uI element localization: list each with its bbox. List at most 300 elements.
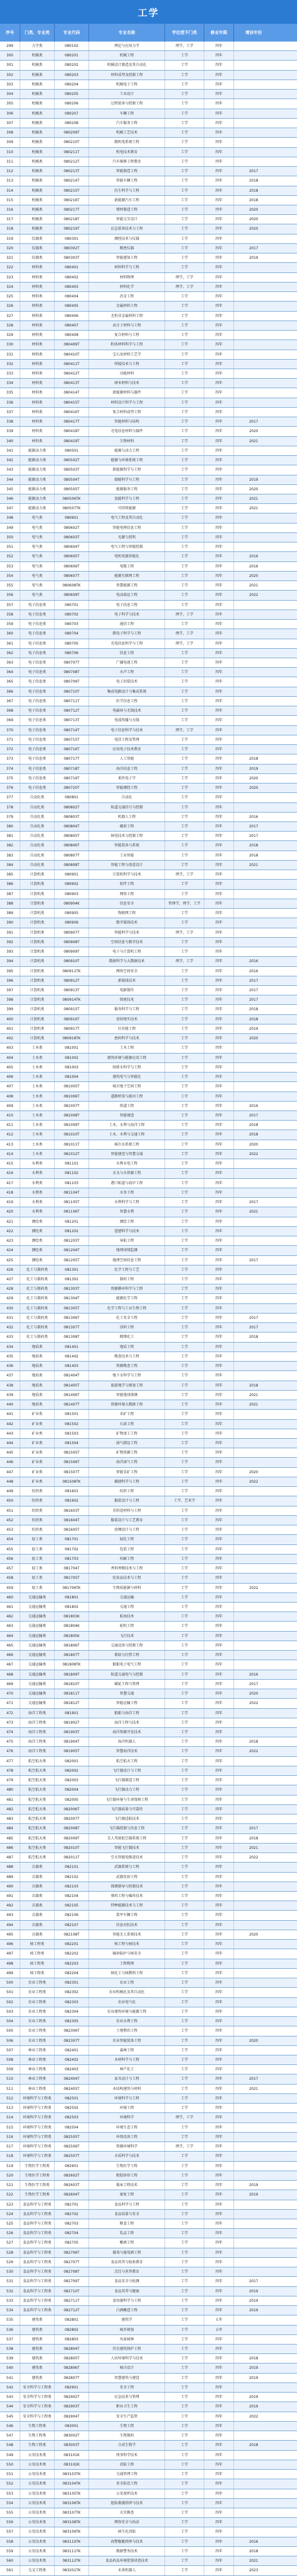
table-row xyxy=(0,995,297,1005)
table-cell: 080201 xyxy=(55,51,89,60)
table-cell: 理论与应用力学 xyxy=(89,42,165,50)
table-cell: 四年 xyxy=(204,1082,234,1091)
table-cell: 553 xyxy=(0,2489,20,2498)
table-cell: 环境科学与工程类 xyxy=(20,2123,55,2132)
table-cell xyxy=(234,2142,273,2151)
table-row xyxy=(0,1188,297,1198)
table-row xyxy=(0,244,297,253)
table-cell: 电气工程及其自动化 xyxy=(89,513,165,522)
table-row xyxy=(0,1140,297,1150)
table-cell xyxy=(234,1506,273,1515)
table-cell: 082304 xyxy=(55,2007,89,2016)
table-cell: 能源动力类 xyxy=(20,456,55,465)
table-cell: 四年 xyxy=(204,388,234,397)
table-cell: 消防工程 xyxy=(89,2460,165,2469)
table-cell: 081806T xyxy=(55,1641,89,1650)
table-cell: 2017 xyxy=(249,834,258,839)
table-cell: 材料科学与工程 xyxy=(89,263,165,272)
table-cell: 492 xyxy=(0,1901,20,1910)
table-cell: 081308T xyxy=(55,1333,89,1341)
table-cell: 工学 xyxy=(165,1005,204,1014)
table-cell: 四年 xyxy=(204,1689,234,1698)
table-cell: 交通运输类 xyxy=(20,1660,55,1669)
table-cell: 四年 xyxy=(204,2094,234,2103)
table-cell: 工学 xyxy=(165,677,204,686)
table-cell: 装甲车辆工程 xyxy=(89,1911,165,1920)
table-cell: 辐射防护与核安全 xyxy=(89,1949,165,1958)
table-cell: 电气类 xyxy=(20,543,55,551)
table-cell: 食品质量与安全 xyxy=(89,2210,165,2219)
table-cell xyxy=(234,234,273,243)
table-cell: 526 xyxy=(0,2229,20,2238)
table-cell: 2016 xyxy=(249,814,258,819)
table-cell: 材料类 xyxy=(20,331,55,340)
table-cell: 446 xyxy=(0,1458,20,1467)
table-cell: 工学 xyxy=(165,1882,204,1891)
table-cell xyxy=(234,1169,273,1178)
table-cell: 四年 xyxy=(204,2345,234,2353)
table-cell: 四年 xyxy=(204,196,234,205)
table-row xyxy=(0,99,297,109)
table-cell: 371 xyxy=(0,735,20,744)
table-row xyxy=(0,1689,297,1699)
table-cell: 工学 xyxy=(165,1660,204,1669)
table-cell xyxy=(234,2055,273,2064)
table-cell xyxy=(234,360,273,369)
table-cell: 545 xyxy=(0,2412,20,2421)
table-cell: 工学 xyxy=(165,1323,204,1332)
table-cell xyxy=(234,909,273,918)
table-row xyxy=(0,2026,297,2036)
table-cell: 电机电器智能化 xyxy=(89,552,165,561)
table-cell: 工学 xyxy=(165,1853,204,1862)
table-cell xyxy=(234,2229,273,2238)
table-cell: 435 xyxy=(0,1352,20,1361)
table-row xyxy=(0,1073,297,1082)
table-cell: 假肢矫形工程 xyxy=(89,2171,165,2180)
table-cell: 增材制造工程 xyxy=(89,205,165,214)
table-cell: 四年 xyxy=(204,1525,234,1534)
table-cell: 轻化工程 xyxy=(89,1535,165,1544)
table-cell: 地理空间信息工程 xyxy=(89,1256,165,1265)
table-cell: 材料类 xyxy=(20,427,55,436)
table-cell: 工学 xyxy=(165,1506,204,1515)
table-cell: 318 xyxy=(0,224,20,233)
table-cell: 304 xyxy=(0,90,20,99)
table-cell: 空间信息与数字技术 xyxy=(89,938,165,947)
table-cell: 工学 xyxy=(165,658,204,667)
table-cell: 505 xyxy=(0,2026,20,2035)
table-cell: 四年 xyxy=(204,639,234,648)
table-cell: 机械类 xyxy=(20,61,55,69)
table-row xyxy=(0,899,297,909)
table-cell: 工学 xyxy=(165,524,204,532)
table-cell: 080416T xyxy=(55,408,89,417)
table-cell: 工学 xyxy=(165,1873,204,1882)
table-cell: 生物工程类 xyxy=(20,2441,55,2450)
table-cell: 四年 xyxy=(204,1670,234,1679)
table-cell: 四年 xyxy=(204,99,234,108)
table-cell: 计算机类 xyxy=(20,957,55,966)
table-cell: 四年 xyxy=(204,1545,234,1554)
table-cell: 2018 xyxy=(249,2549,258,2553)
table-cell: 080716T xyxy=(55,745,89,754)
table-cell: 数据警务技术 xyxy=(89,2547,165,2556)
table-cell: 四年 xyxy=(204,350,234,359)
table-cell: 人居环境科学与技术 xyxy=(89,2354,165,2363)
table-cell: 工学 xyxy=(165,2074,204,2083)
table-cell: 公安技术类 xyxy=(20,2518,55,2527)
table-cell xyxy=(234,350,273,359)
table-cell: 化学工程与工艺 xyxy=(89,1265,165,1274)
table-row xyxy=(0,1584,297,1593)
table-cell: 碳储科学与工程 xyxy=(89,1477,165,1486)
table-cell: 生物材料 xyxy=(89,437,165,446)
table-cell: 2017 xyxy=(249,2077,258,2082)
table-cell: 海洋油气工程 xyxy=(89,1458,165,1467)
table-cell: 四年 xyxy=(204,2248,234,2257)
table-cell: 080219T xyxy=(55,224,89,233)
table-cell: 化学工程与工业生物工程 xyxy=(89,1304,165,1313)
table-cell: 工学 xyxy=(165,2566,204,2575)
table-cell: 工学 xyxy=(165,687,204,696)
table-row xyxy=(0,224,297,234)
table-cell: 智能地球探测 xyxy=(89,1391,165,1400)
table-cell xyxy=(234,1179,273,1188)
table-cell: 精细化工 xyxy=(89,1333,165,1341)
table-cell: 447 xyxy=(0,1468,20,1477)
table-cell: 刑事科学技术 xyxy=(89,2451,165,2460)
table-cell: 080914TK xyxy=(55,995,89,1004)
table-cell: 461 xyxy=(0,1603,20,1611)
table-row xyxy=(0,61,297,70)
table-cell: 四年 xyxy=(204,2113,234,2122)
table-cell: 400 xyxy=(0,1015,20,1024)
table-cell: 四年 xyxy=(204,42,234,50)
table-cell: 四年 xyxy=(204,2085,234,2093)
table-cell: 四年 xyxy=(204,2229,234,2238)
table-cell xyxy=(234,629,273,638)
table-cell xyxy=(234,735,273,744)
table-row xyxy=(0,2258,297,2267)
table-cell: 2020 xyxy=(249,1036,258,1041)
table-cell: 公安技术类 xyxy=(20,2499,55,2508)
header-cell: 增设年份 xyxy=(245,30,262,35)
table-cell: 测绘类 xyxy=(20,1236,55,1245)
table-cell: 材料成型及控制工程 xyxy=(89,71,165,80)
table-cell: 376 xyxy=(0,783,20,792)
table-cell: 计算机类 xyxy=(20,967,55,976)
table-cell: 工学 xyxy=(165,1622,204,1630)
table-cell: 机械类 xyxy=(20,109,55,118)
table-cell xyxy=(234,1911,273,1920)
table-cell: 食品科学与工程类 xyxy=(20,2277,55,2286)
table-cell: 智能交互设计 xyxy=(89,215,165,224)
table-cell: 四年 xyxy=(204,2065,234,2074)
table-cell: 工学 xyxy=(165,1217,204,1226)
table-cell: 新能源汽车工程 xyxy=(89,196,165,205)
table-cell: 2021 xyxy=(249,1845,258,1850)
table-cell: 四年 xyxy=(204,1179,234,1188)
table-row xyxy=(0,2556,297,2566)
table-cell: 工学 xyxy=(165,1198,204,1207)
table-cell: 电子信息类 xyxy=(20,668,55,677)
table-cell: 工学 xyxy=(165,292,204,301)
table-cell: 082101 xyxy=(55,1863,89,1871)
table-cell: 306 xyxy=(0,109,20,118)
table-cell: 083101K xyxy=(55,2451,89,2460)
table-cell: 四年 xyxy=(204,1776,234,1785)
table-cell: 555 xyxy=(0,2508,20,2517)
table-cell: 四年 xyxy=(204,880,234,889)
table-cell xyxy=(234,2162,273,2171)
table-row xyxy=(0,1448,297,1458)
table-cell: 四年 xyxy=(204,1005,234,1014)
table-cell: 082007T xyxy=(55,1814,89,1823)
table-cell: 生物医学工程类 xyxy=(20,2162,55,2171)
table-cell: 理学，工学 xyxy=(165,283,204,291)
table-cell: 315 xyxy=(0,196,20,205)
table-cell: 四年 xyxy=(204,1795,234,1804)
table-cell: 358 xyxy=(0,610,20,619)
table-cell: 2018 xyxy=(249,1383,258,1388)
table-cell: 工学 xyxy=(165,783,204,792)
table-cell: 477 xyxy=(0,1757,20,1766)
table-row xyxy=(0,1111,297,1121)
table-cell: 408 xyxy=(0,1092,20,1101)
table-row xyxy=(0,2104,297,2113)
table-cell: 082105 xyxy=(55,1901,89,1910)
table-row xyxy=(0,2566,297,2575)
table-cell: 化工与制药类 xyxy=(20,1284,55,1293)
table-cell: 2020 xyxy=(249,1932,258,1937)
table-row xyxy=(0,1747,297,1756)
table-cell: 材料类 xyxy=(20,379,55,388)
table-cell: 422 xyxy=(0,1227,20,1236)
table-cell: 081106T xyxy=(55,1207,89,1216)
table-row xyxy=(0,1844,297,1853)
table-cell: 能源动力类 xyxy=(20,504,55,513)
table-cell: 080218T xyxy=(55,215,89,224)
table-cell: 复合材料与工程 xyxy=(89,331,165,340)
table-cell: 电气类 xyxy=(20,581,55,590)
table-cell: 四年 xyxy=(204,2470,234,2479)
table-cell: 电子信息类 xyxy=(20,620,55,629)
table-cell: 四年 xyxy=(204,2364,234,2372)
table-cell: 495 xyxy=(0,1930,20,1939)
table-cell xyxy=(234,601,273,610)
table-row xyxy=(0,1834,297,1844)
table-cell: 2023 xyxy=(249,2568,258,2573)
table-cell: 土木类 xyxy=(20,1063,55,1072)
table-cell: 四年 xyxy=(204,2460,234,2469)
table-cell: 493 xyxy=(0,1911,20,1920)
table-cell: 四年 xyxy=(204,870,234,879)
table-cell: 智能测控工程 xyxy=(89,783,165,792)
table-row xyxy=(0,1391,297,1400)
table-cell: 083107TK xyxy=(55,2508,89,2517)
table-cell: 交通管理工程 xyxy=(89,2470,165,2479)
table-cell: 抢险救援指挥与技术 xyxy=(89,2499,165,2508)
table-row xyxy=(0,2537,297,2547)
table-cell: 弹药工程与爆炸技术 xyxy=(89,1892,165,1901)
table-cell: 乳品工程 xyxy=(89,2229,165,2238)
table-cell: 458 xyxy=(0,1573,20,1582)
table-cell: 四年 xyxy=(204,224,234,233)
table-cell xyxy=(234,312,273,321)
header-cell: 序号 xyxy=(0,24,20,42)
header-cell: 门类、专业类 xyxy=(20,24,55,42)
table-cell: 工学 xyxy=(165,620,204,629)
table-cell: 081605T xyxy=(55,1525,89,1534)
table-row xyxy=(0,1728,297,1737)
table-cell: 海洋信息工程 xyxy=(89,764,165,773)
table-row xyxy=(0,572,297,581)
table-cell: 四年 xyxy=(204,176,234,185)
table-cell xyxy=(234,1082,273,1091)
table-cell: 四年 xyxy=(204,1391,234,1400)
table-cell xyxy=(234,1978,273,1987)
table-row xyxy=(0,456,297,465)
table-cell: 四年 xyxy=(204,861,234,870)
table-cell: 海警舰艇指挥与技术 xyxy=(89,2537,165,2546)
table-cell: 工学 xyxy=(165,1284,204,1293)
table-row xyxy=(0,677,297,687)
table-cell xyxy=(234,1516,273,1525)
table-cell: 智能工程与创意设计 xyxy=(89,861,165,870)
table-cell: 2019 xyxy=(249,2366,258,2371)
table-cell: 2018 xyxy=(249,1836,258,1841)
table-cell: 区块链工程 xyxy=(89,1024,165,1033)
table-cell: 工学 xyxy=(165,417,204,426)
table-cell: 四年 xyxy=(204,1555,234,1563)
table-cell: 529 xyxy=(0,2258,20,2267)
table-cell: 516 xyxy=(0,2133,20,2142)
table-cell: 080910T xyxy=(55,957,89,966)
table-row xyxy=(0,1603,297,1612)
table-cell xyxy=(234,513,273,522)
table-cell: 自动化类 xyxy=(20,793,55,802)
table-cell: 080913T xyxy=(55,986,89,995)
table-cell: 测绘工程 xyxy=(89,1217,165,1226)
table-cell: 广播电视工程 xyxy=(89,658,165,667)
table-cell: 326 xyxy=(0,302,20,310)
table-row xyxy=(0,2527,297,2537)
table-cell: 361 xyxy=(0,639,20,648)
table-cell: 电波传播与天线 xyxy=(89,716,165,725)
table-cell xyxy=(234,2431,273,2440)
table-cell: 081204T xyxy=(55,1246,89,1255)
table-cell: 集成电路设计与集成系统 xyxy=(89,687,165,696)
table-row xyxy=(0,813,297,822)
table-cell: 工学 xyxy=(165,302,204,310)
table-cell: 080505T xyxy=(55,485,89,494)
table-cell: 439 xyxy=(0,1391,20,1400)
table-cell: 工学 xyxy=(165,1573,204,1582)
table-cell: 081702 xyxy=(55,1545,89,1554)
table-cell xyxy=(234,1564,273,1573)
table-cell: 四年 xyxy=(204,2431,234,2440)
table-cell: 080102 xyxy=(55,42,89,50)
table-cell: 制药工程 xyxy=(89,1275,165,1284)
table-row xyxy=(0,1651,297,1660)
table-cell: 四年 xyxy=(204,1824,234,1833)
table-cell: 四年 xyxy=(204,2200,234,2209)
table-cell: 301 xyxy=(0,61,20,69)
table-cell: 航空航天类 xyxy=(20,1834,55,1843)
table-cell: 四年 xyxy=(204,1785,234,1794)
table-cell: 资源循环科学与工程 xyxy=(89,1284,165,1293)
table-cell: 2017 xyxy=(249,1325,258,1330)
table-cell: 080210T xyxy=(55,138,89,147)
table-cell: 四年 xyxy=(204,1844,234,1852)
table-cell: 080204 xyxy=(55,80,89,89)
table-cell: 450 xyxy=(0,1496,20,1505)
table-cell: 工学 xyxy=(165,1603,204,1611)
table-row xyxy=(0,716,297,725)
table-row xyxy=(0,2364,297,2373)
table-cell: 食品科学与工程类 xyxy=(20,2238,55,2247)
table-cell xyxy=(234,1555,273,1563)
table-cell: 测控技术与仪器 xyxy=(89,234,165,243)
table-cell: 机械工程 xyxy=(89,51,165,60)
table-cell: 电子信息类 xyxy=(20,783,55,792)
table-cell: 航海技术 xyxy=(89,1612,165,1621)
table-cell: 光电信息科学与工程 xyxy=(89,639,165,648)
table-cell: 四年 xyxy=(204,1737,234,1746)
table-cell: 441 xyxy=(0,1410,20,1419)
table-cell: 工学 xyxy=(165,1188,204,1197)
table-row xyxy=(0,1333,297,1342)
table-cell: 537 xyxy=(0,2335,20,2344)
table-cell: 工学 xyxy=(165,1535,204,1544)
table-cell xyxy=(234,1940,273,1949)
table-row xyxy=(0,735,297,745)
table-cell xyxy=(234,2315,273,2324)
table-cell: 四年 xyxy=(204,2412,234,2421)
table-cell: 410 xyxy=(0,1111,20,1120)
table-cell: 四年 xyxy=(204,61,234,69)
table-cell: 080301 xyxy=(55,234,89,243)
table-cell: 四年 xyxy=(204,976,234,985)
table-cell: 金属材料工程 xyxy=(89,302,165,310)
table-cell: 504 xyxy=(0,2017,20,2026)
table-cell: 385 xyxy=(0,870,20,879)
table-cell: 工学 xyxy=(165,176,204,185)
table-cell: 2018 xyxy=(249,1132,258,1137)
table-cell: 工学 xyxy=(165,1468,204,1477)
table-cell: 工学 xyxy=(165,465,204,474)
table-cell xyxy=(234,890,273,899)
table-cell xyxy=(234,543,273,551)
table-cell: 机械类 xyxy=(20,157,55,166)
table-cell xyxy=(234,918,273,927)
table-cell: 兵器类 xyxy=(20,1873,55,1882)
table-cell: 082709T xyxy=(55,2277,89,2286)
table-cell xyxy=(234,1043,273,1052)
table-cell xyxy=(234,1969,273,1978)
table-cell: 542 xyxy=(0,2383,20,2392)
table-row xyxy=(0,793,297,802)
table-cell: 325 xyxy=(0,292,20,301)
table-cell: 光电信息材料与器件 xyxy=(89,427,165,436)
table-cell: 四年 xyxy=(204,186,234,195)
table-row xyxy=(0,1169,297,1178)
table-cell: 工学 xyxy=(165,1766,204,1775)
table-cell: 四年 xyxy=(204,1092,234,1101)
table-cell: 核工程类 xyxy=(20,1959,55,1968)
table-row xyxy=(0,2007,297,2017)
